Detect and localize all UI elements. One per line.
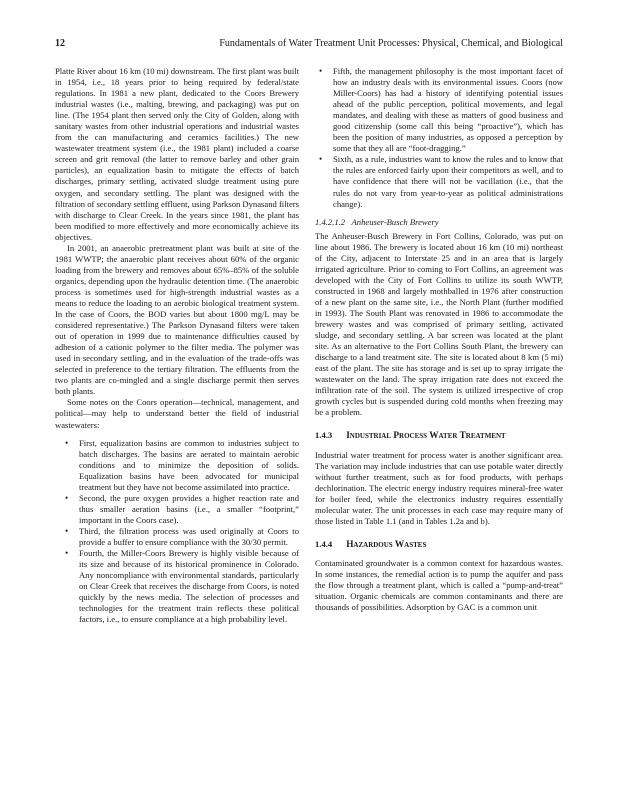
list-item: • Sixth, as a rule, industries want to know the rules and to know that the rules are enforced fairly upon their competitors as well, and to have confidence that there will not be vacillation (i.e., that the rules do not vary from year-to-year as political administrations change). bbox=[319, 154, 563, 209]
section-heading-1-4-3: 1.4.3 Industrial Process Water Treatment bbox=[315, 430, 506, 442]
page-header bbox=[55, 37, 563, 51]
coors-paragraph-1: Platte River about 16 km (10 mi) downstream. The first plant was built in 1954, i.e., 18 years prior to being required by federal/state regulations. In 1981 a new plant, dedicated to the Coors Brewery industrial wastes (i.e., malting, brewing, and packaging) was put on line. (The 1954 plant then served only the City of Golden, along with sanitary wastes from other industrial operations and industrial wastes from the can manufacturing and ceramics facilities.) The new wastewater treatment system (i.e., the 1981 plant) included a coarse screen and grit removal (the latter to remove barley and other grain particles), an equalization basin to mitigate the effects of batch discharges, primary settling, activated sludge treatment using pure oxygen, and secondary settling. The plant was designed with the filtration of secondary settling effluent, using Parkson Dynasand filters with discharge to Clear Creek. In the years since 1981, the plant has been modified to more effectively and more economically achieve its objectives. bbox=[55, 66, 300, 242]
hazardous-wastes-paragraph: Contaminated groundwater is a common context for hazardous wastes. In some instances, the remedial action is to pump the aquifer and pass the flow through a treatment plant, which is called a “pump-and-treat” situation. Organic chemicals are common contaminants and there are thousands of possibilities. Adsorption by GAC is a common unit bbox=[315, 557, 563, 613]
bullet-icon: • bbox=[65, 492, 69, 503]
list-item: • Fourth, the Miller-Coors Brewery is highly visible because of its size and because of its historical prominence in Colorado. Any noncompliance with environmental standards, particularly on Clear Creek that receives the discharge from Coors, is noted quickly by the news media. The selection of processes and technologies for the treatment train reflects these political factors, i.e., to ensure compliance at a high probability level. bbox=[65, 548, 299, 625]
list-item: • Second, the pure oxygen provides a higher reaction rate and thus smaller aeration basins (i.e., a smaller “footprint,” important in the Coors case). bbox=[65, 492, 299, 525]
running-title: Fundamentals of Water Treatment Unit Processes: Physical, Chemical, and Biological bbox=[219, 38, 563, 49]
bullet-icon: • bbox=[65, 437, 69, 448]
page-number: 12 bbox=[55, 38, 65, 49]
list-item: • First, equalization basins are common to industries subject to batch discharges. The basins are aerated to maintain aerobic conditions and to minimize the deposition of solids. Equalization basins have been advocated for municipal treatment but they have not become assimilated into practice. bbox=[65, 437, 299, 492]
anheuser-busch-paragraph: The Anheuser-Busch Brewery in Fort Collins, Colorado, was put on line about 1986. The brewery is located about 16 km (10 mi) northeast of the City, adjacent to Interstate 25 and in an area that is largely irrigated agriculture. Prior to coming to Fort Collins, an agreement was developed with the City of Fort Collins to utilize its south WWTP, constructed in 1968 and largely mothballed in 1976 after construction of a new plant on the same site, i.e., the North Plant (further modified in 1993). The South Plant was renovated in 1986 to accommodate the brewery wastes and was comprised of primary settling, activated sludge, and secondary settling. A bar screen was located at the plant site. As an alternative to the Fort Collins South Plant, the brewery can discharge to a land treatment site. The site is located about 8 km (5 mi) east of the plant. The site has storage and is set up to spray irrigate the wastewater on the land. The spray irrigation rate does not exceed the infiltration rate of the soil. The system is utilized irrespective of crop growth cycles but is suspended during cold months when freezing may be a problem. bbox=[315, 230, 563, 418]
list-item: • Fifth, the management philosophy is the most important facet of how an industry deals with its environmental issues. Coors (now Miller-Coors) has had a history of identifying potential issues ahead of the public perception, political movements, and legal mandates, and dealing with these as matters of good business and good citizenship (some call this being “proactive”), which has been the position of many industries, as opposed a perception by some that they all are “foot-dragging.” bbox=[319, 66, 563, 154]
left-column bbox=[55, 66, 299, 625]
coors-notes-list bbox=[55, 438, 299, 626]
section-heading-1-4-4: 1.4.4 Hazardous Wastes bbox=[315, 538, 427, 550]
process-water-paragraph: Industrial water treatment for process water is another significant area. The variation may include industries that can use potable water directly without further treatment, such as for food products, with perhaps dechlorination. The electric energy industry requires mineral-free water for boiler feed, while the electronics industry requires essentially molecular water. The unit processes in each case may require many of those listed in Table 1.1 (and in Tables 1.2a and b). bbox=[315, 449, 563, 526]
bullet-icon: • bbox=[65, 548, 69, 559]
coors-notes-intro: Some notes on the Coors operation—technical, management, and political—may help to understand better the field of industrial wastewaters: bbox=[55, 397, 299, 430]
bullet-icon: • bbox=[319, 154, 323, 165]
coors-notes-list-continued bbox=[315, 66, 563, 210]
coors-paragraph-2: In 2001, an anaerobic pretreatment plant was built at site of the 1981 WWTP; the anaerobic plant receives about 60% of the organic loading from the brewery and removes about 65%–85% of the soluble organics, depending upon the hydraulic detention time. (The anaerobic process is sometimes used for high-strength industrial wastes as a means to reduce the loading to an aerobic biological treatment system. In the case of Coors, the BOD varies but about 1800 mg/L may be considered representative.) The Parkson Dynasand filters were taken out of operation in 1999 due to maintenance difficulties caused by adhesion of a cationic polymer to the filter media. The polymer was used in secondary settling, and in the evaluation of the trade-offs was selected in preference to the tertiary filtration. The effluents from the two plants are co-mingled and a single discharge permit then serves both plants. bbox=[55, 242, 299, 397]
right-column bbox=[315, 66, 563, 613]
subsection-heading-anheuser-busch: 1.4.2.1.2 Anheuser-Busch Brewery bbox=[315, 216, 439, 227]
list-item: • Third, the filtration process was used originally at Coors to provide a buffer to ensure compliance with the 30/30 permit. bbox=[65, 525, 299, 547]
bullet-icon: • bbox=[319, 66, 323, 76]
bullet-icon: • bbox=[65, 525, 69, 536]
